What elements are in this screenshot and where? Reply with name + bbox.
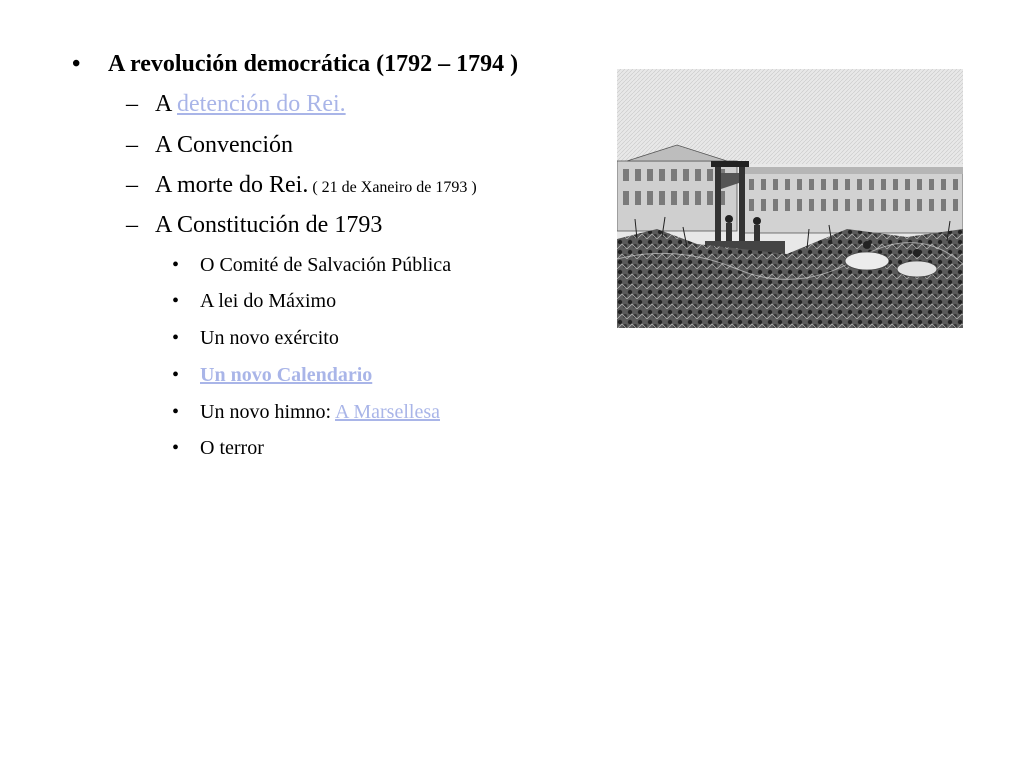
item-convencion: A Convención	[155, 132, 293, 158]
dash-1: –	[126, 91, 138, 117]
detencion-link[interactable]: detención do Rei.	[177, 91, 346, 117]
sub-exercito: Un novo exército	[200, 327, 339, 349]
title-bullet: •	[72, 51, 81, 77]
dash-4: –	[126, 212, 138, 238]
sub-terror: O terror	[200, 437, 264, 459]
item-morte-date: ( 21 de Xaneiro de 1793 )	[308, 179, 477, 196]
sub-bullet-2: •	[172, 290, 180, 312]
sub-maximo: A lei do Máximo	[200, 290, 337, 312]
item-constitucion: A Constitución de 1793	[155, 212, 383, 238]
marsellesa-link[interactable]: A Marsellesa	[335, 401, 440, 423]
sub-himno	[200, 402, 440, 422]
dash-2: –	[126, 132, 138, 158]
calendario-link[interactable]: Un novo Calendario	[200, 364, 373, 386]
sub-bullet-3: •	[172, 327, 180, 349]
item-detencion-prefix: A	[155, 91, 178, 117]
guillotine-engraving-image	[617, 69, 963, 328]
item-morte	[155, 173, 477, 197]
sub-comite: O Comité de Salvación Pública	[200, 254, 452, 276]
item-morte-text: A morte do Rei.	[155, 172, 309, 198]
sub-bullet-1: •	[172, 254, 180, 276]
sub-bullet-5: •	[172, 401, 180, 423]
sub-himno-prefix: Un novo himno:	[200, 401, 336, 423]
slide-title: A revolución democrática (1792 – 1794 )	[108, 51, 519, 77]
sub-bullet-4: •	[172, 364, 180, 386]
dash-3: –	[126, 172, 138, 198]
sub-bullet-6: •	[172, 437, 180, 459]
item-detencion	[155, 92, 346, 116]
